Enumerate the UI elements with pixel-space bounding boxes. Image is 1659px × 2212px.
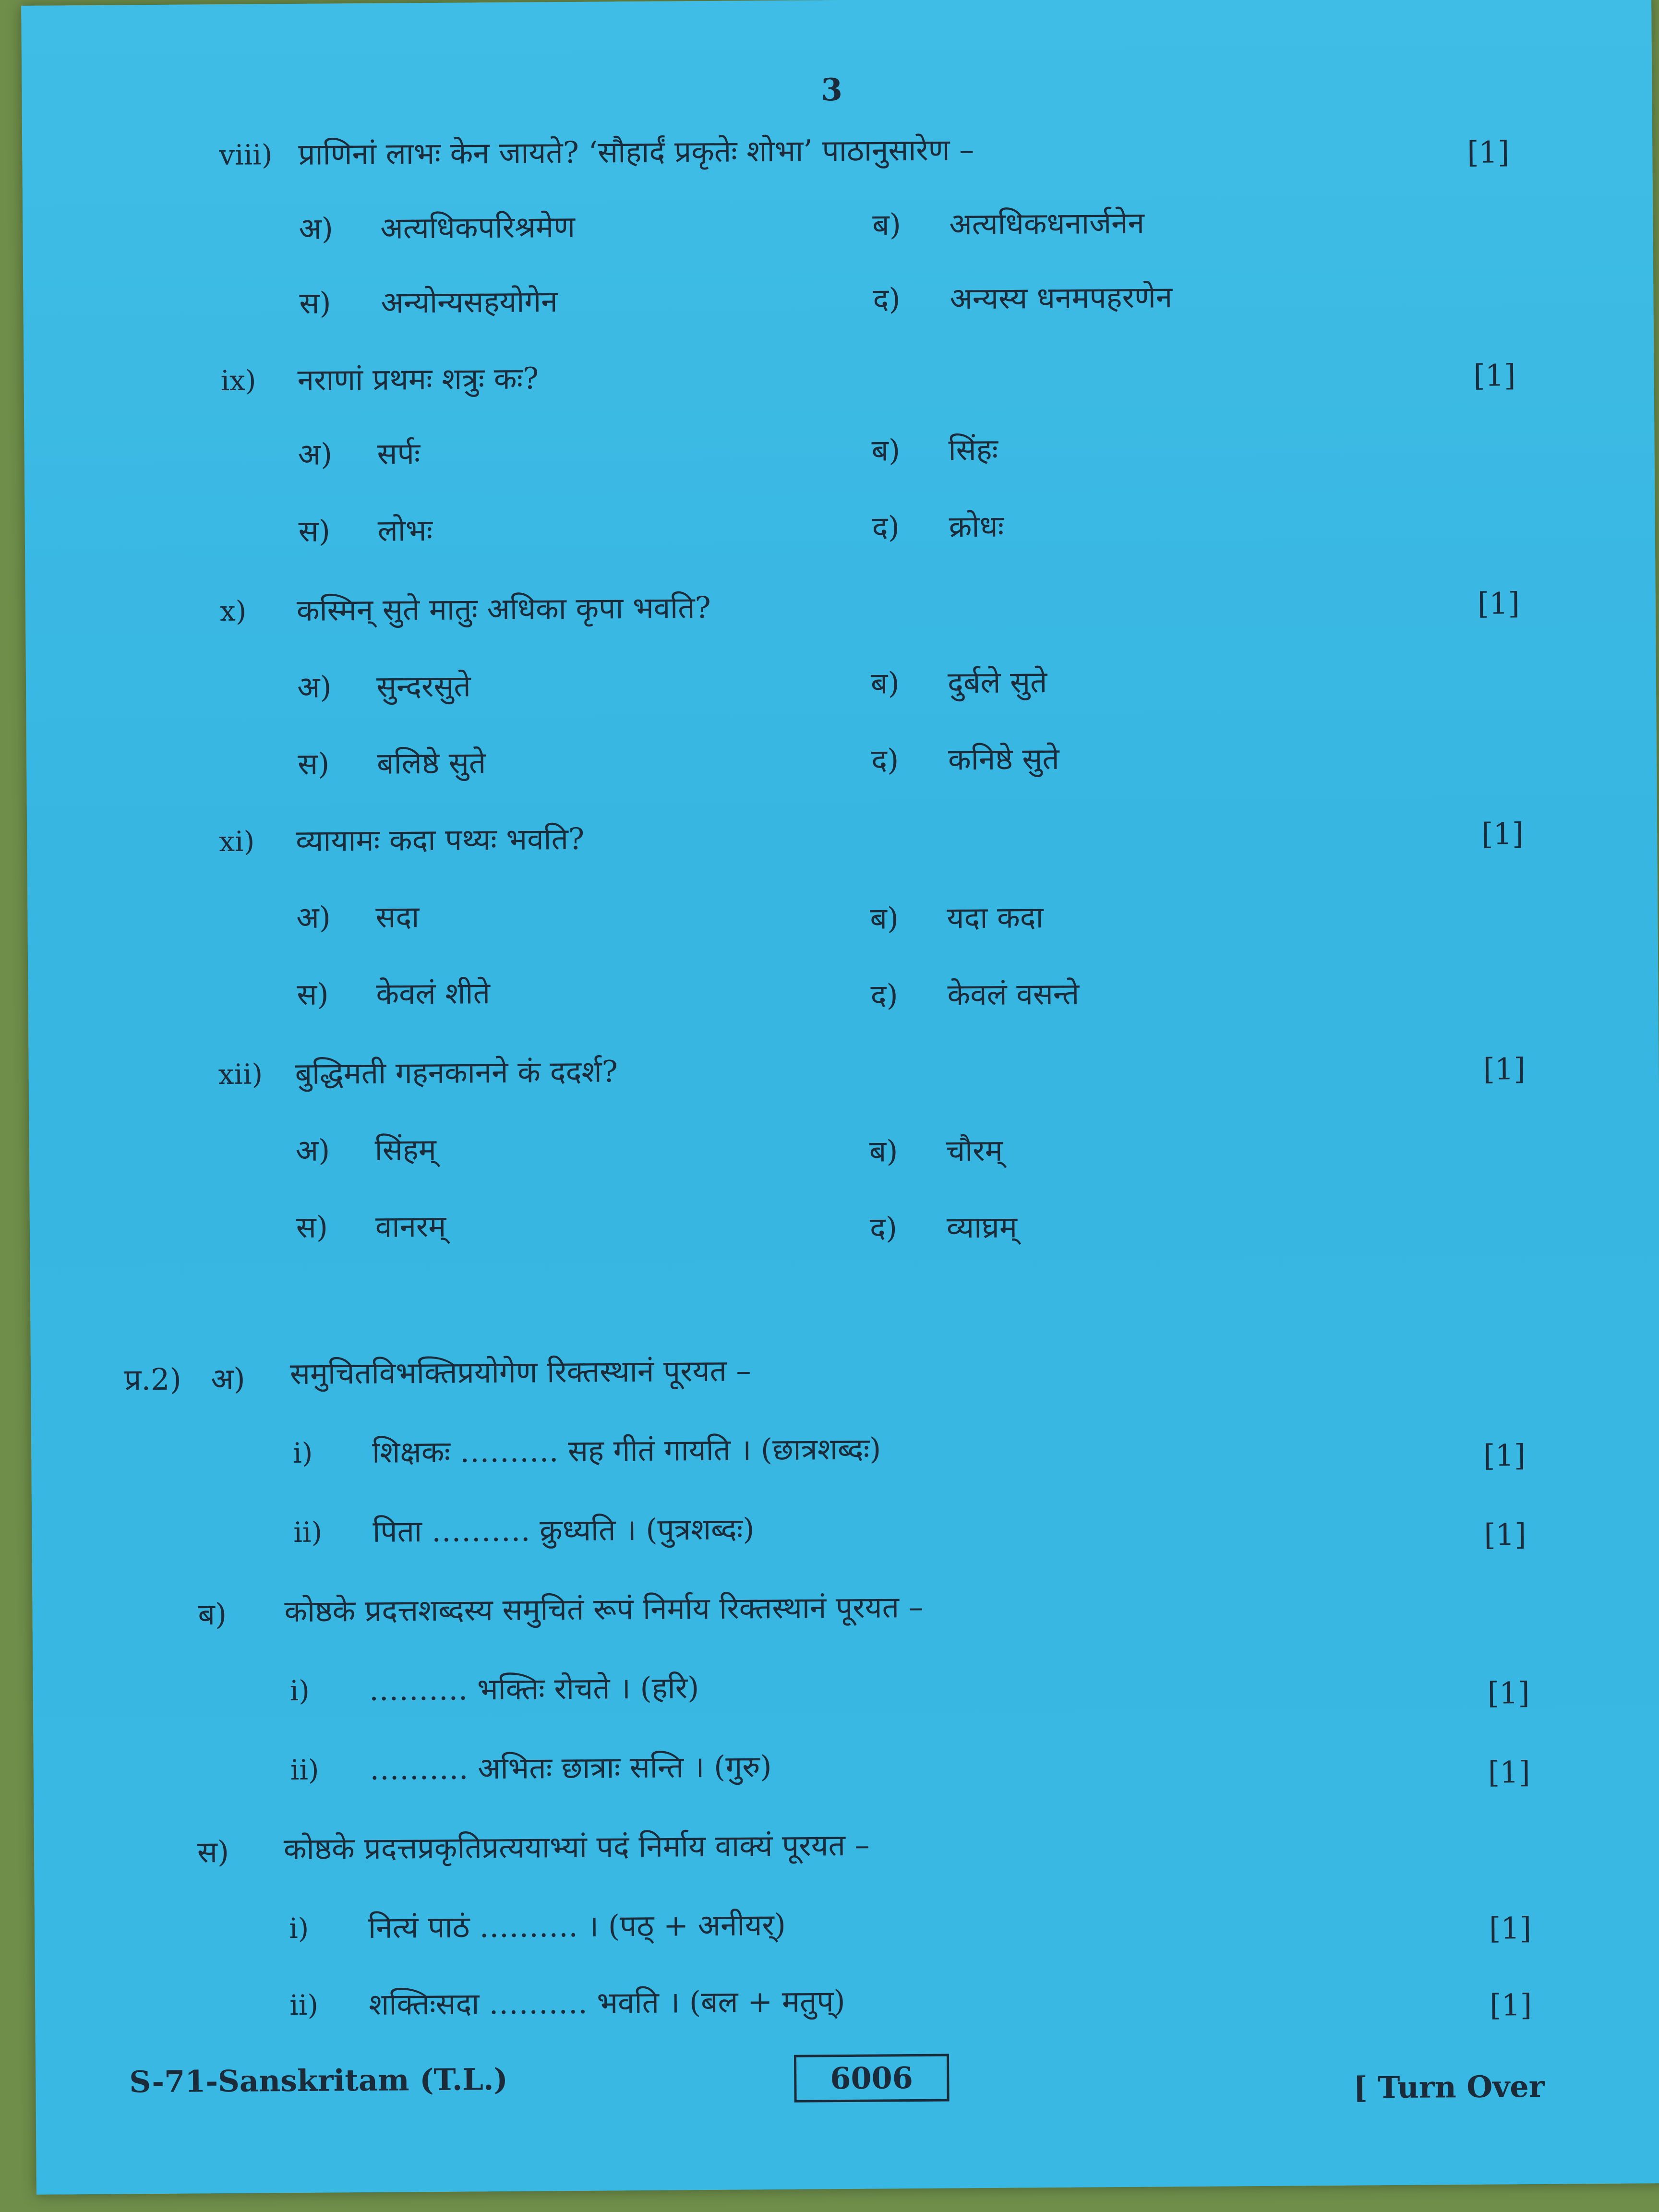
question-text: प्राणिनां लाभः केन जायते? ‘सौहार्दं प्रकृतेः शोभा’ पाठानुसारेण – [298, 132, 974, 172]
item-text: ………. अभितः छात्राः सन्ति । (गुरु) [369, 1749, 772, 1787]
question-number: x) [219, 594, 247, 628]
item-number: i) [289, 1911, 309, 1945]
option-letter: अ) [295, 1132, 330, 1168]
option-letter: अ) [297, 669, 332, 705]
question-mark: [1] [1481, 816, 1524, 852]
option-letter: ब) [871, 433, 901, 468]
option-text: सर्पः [377, 436, 421, 471]
option-text: अत्यधिकपरिश्रमेण [380, 209, 576, 246]
option-text: अन्योन्यसहयोगेन [381, 284, 558, 320]
option-text: क्रोधः [949, 508, 1004, 544]
option-text: केवलं शीते [376, 975, 491, 1011]
option-letter: द) [869, 1210, 898, 1246]
question-text: बुद्धिमती गहनकानने कं ददर्श? [295, 1054, 618, 1091]
option-letter: ब) [872, 207, 902, 242]
option-text: केवलं वसन्ते [947, 976, 1080, 1012]
item-mark: [1] [1483, 1438, 1526, 1473]
option-text: व्याघ्रम् [946, 1209, 1018, 1245]
item-mark: [1] [1487, 1675, 1530, 1711]
section-letter: अ) [210, 1361, 245, 1397]
item-text: शिक्षकः ………. सह गीतं गायति । (छात्रशब्दः) [372, 1431, 881, 1470]
option-text: वानरम् [375, 1208, 446, 1244]
item-mark: [1] [1490, 1987, 1532, 2023]
item-text: शक्तिःसदा ………. भवति । (बल + मतुप्) [368, 1984, 845, 2022]
section-instruction: कोष्ठके प्रदत्तप्रकृतिप्रत्ययाभ्यां पदं निर्माय वाक्यं पूरयत – [283, 1827, 870, 1867]
question-2-label: प्र.2) [124, 1361, 181, 1397]
option-letter: स) [297, 976, 329, 1012]
option-text: यदा कदा [947, 900, 1044, 936]
question-number: viii) [219, 138, 273, 172]
item-number: i) [292, 1436, 313, 1470]
option-letter: द) [873, 281, 901, 317]
turn-over-note: [ Turn Over [1353, 2068, 1545, 2105]
item-number: i) [289, 1674, 310, 1707]
option-letter: द) [870, 977, 898, 1013]
option-text: सिंहः [948, 432, 998, 468]
item-mark: [1] [1488, 1755, 1530, 1790]
option-letter: ब) [870, 901, 899, 936]
section-instruction: कोष्ठके प्रदत्तशब्दस्य समुचितं रूपं निर्माय रिक्तस्थानं पूरयत – [284, 1589, 924, 1629]
option-letter: स) [296, 1209, 328, 1245]
question-text: कस्मिन् सुते मातुः अधिका कृपा भवति? [296, 589, 711, 628]
option-text: सिंहम् [374, 1131, 437, 1167]
option-letter: ब) [870, 665, 900, 701]
option-letter: अ) [296, 900, 331, 935]
option-text: अन्यस्य धनमपहरणेन [950, 279, 1173, 316]
paper-code-box: 6006 [794, 2054, 949, 2103]
page-number: 3 [821, 72, 843, 108]
section-instruction: समुचितविभक्तिप्रयोगेण रिक्तस्थानं पूरयत – [289, 1353, 751, 1392]
item-text: नित्यं पाठं ………. । (पठ् + अनीयर्) [368, 1907, 786, 1945]
item-text: ………. भक्तिः रोचते । (हरि) [369, 1670, 699, 1707]
option-text: सुन्दरसुते [376, 668, 471, 704]
question-text: व्यायामः कदा पथ्यः भवति? [296, 821, 585, 858]
question-mark: [1] [1483, 1051, 1526, 1087]
option-text: सदा [375, 899, 420, 935]
question-mark: [1] [1477, 586, 1520, 621]
option-letter: स) [297, 746, 330, 781]
exam-sheet [21, 0, 1659, 2195]
subject-code: S-71-Sanskritam (T.L.) [129, 2061, 508, 2100]
option-letter: द) [871, 742, 899, 778]
option-text: बलिष्ठे सुते [376, 745, 486, 781]
question-number: xii) [218, 1058, 263, 1091]
option-text: दुर्बले सुते [947, 664, 1047, 700]
item-number: ii) [293, 1515, 323, 1549]
option-letter: अ) [298, 436, 333, 472]
option-text: लोभः [377, 512, 433, 548]
option-letter: ब) [869, 1133, 898, 1169]
item-number: ii) [289, 1988, 319, 2022]
option-text: चौरम् [946, 1132, 1003, 1168]
option-letter: स) [298, 513, 331, 549]
option-text: अत्यधिकधनार्जनेन [949, 205, 1145, 242]
item-number: ii) [290, 1753, 319, 1787]
item-mark: [1] [1489, 1911, 1532, 1946]
option-text: कनिष्ठे सुते [948, 741, 1059, 777]
question-mark: [1] [1473, 358, 1516, 393]
item-text: पिता ………. क्रुध्यति । (पुत्रशब्दः) [373, 1511, 755, 1549]
section-letter: ब) [198, 1597, 227, 1632]
question-text: नराणां प्रथमः शत्रुः कः? [297, 361, 539, 397]
option-letter: स) [299, 285, 331, 321]
option-letter: अ) [299, 211, 334, 246]
question-mark: [1] [1467, 134, 1510, 170]
section-letter: स) [197, 1834, 229, 1870]
question-number: ix) [220, 364, 256, 397]
item-mark: [1] [1484, 1517, 1527, 1552]
option-letter: द) [872, 509, 900, 545]
question-number: xi) [219, 825, 255, 858]
